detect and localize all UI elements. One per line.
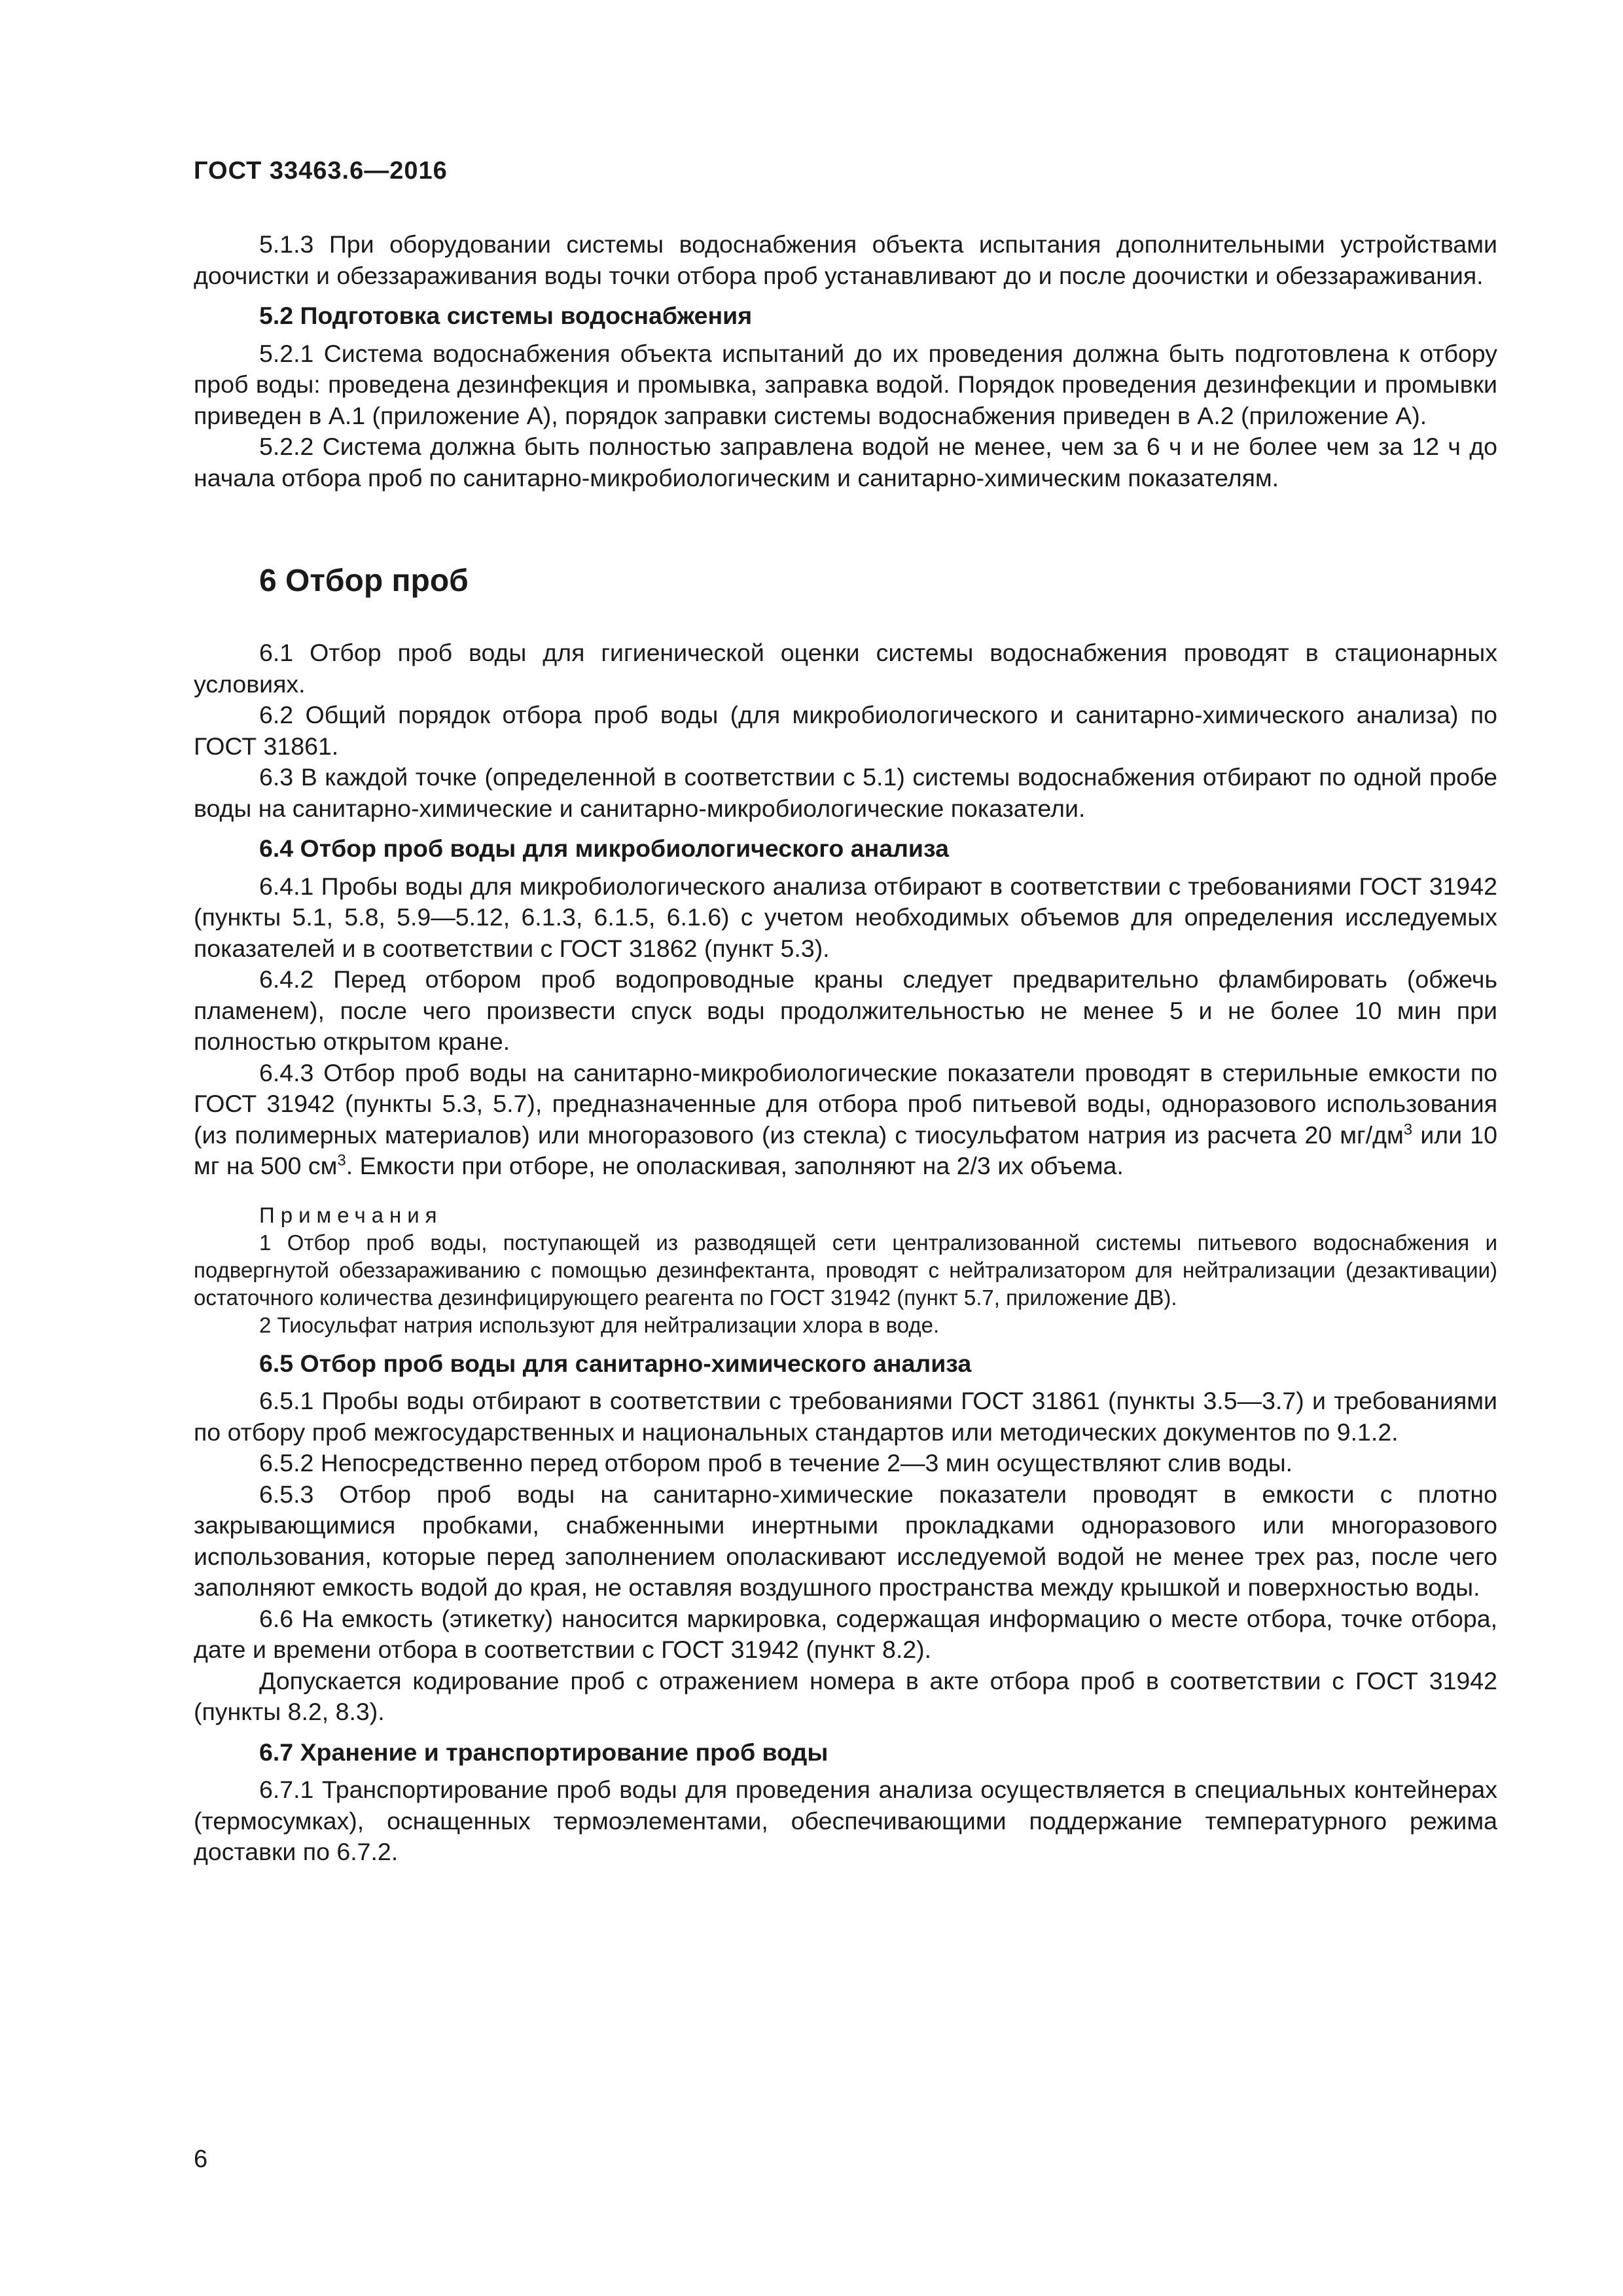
subsection-title-6-4: 6.4 Отбор проб воды для микробиологического анализа (259, 834, 949, 862)
paragraph-6-5-1: 6.5.1 Пробы воды отбирают в соответствии с требованиями ГОСТ 31861 (пункты 3.5—3.7) и требованиями по отбору проб межгосударственных и национальных стандартов или методических документов по 9.1.2. (194, 1387, 1497, 1446)
paragraph-6-6: 6.6 На емкость (этикетку) наносится маркировка, содержащая информацию о месте отбора, точке отбора, дате и времени отбора в соответствии с ГОСТ 31942 (пункт 8.2). (194, 1604, 1497, 1663)
document-header: ГОСТ 33463.6—2016 (194, 157, 448, 185)
paragraph-6-4-3-part-a: 6.4.3 Отбор проб воды на санитарно-микробиологические показатели проводят в стерильные емкости по ГОСТ 31942 (пункты 5.3, 5.7), предназначенные для отбора проб питьевой воды, одноразового использования (из полимерных материалов) или многоразового (из стекла) с тиосульфатом натрия из расчета 20 мг/дм (194, 1058, 1497, 1149)
paragraph-6-4-3 (194, 1058, 1497, 1182)
paragraph-6-4-3-part-c: . Емкости при отборе, не ополаскивая, заполняют на 2/3 их объема. (346, 1152, 1124, 1179)
superscript-cubic-1: 3 (1403, 1121, 1413, 1138)
note-2: 2 Тиосульфат натрия используют для нейтрализации хлора в воде. (259, 1312, 940, 1337)
notes-block (194, 1202, 1497, 1339)
subsection-title-5-2: 5.2 Подготовка системы водоснабжения (259, 302, 753, 329)
paragraph-6-6-note: Допускается кодирование проб с отражением номера в акте отбора проб в соответствии с ГОСТ 31942 (пункты 8.2, 8.3). (194, 1666, 1497, 1725)
notes-title: Примечания (259, 1202, 443, 1227)
paragraph-5-2-2: 5.2.2 Система должна быть полностью заправлена водой не менее, чем за 6 ч и не более чем за 12 ч до начала отбора проб по санитарно-микробиологическим и санитарно-химическим показателям. (194, 433, 1497, 492)
subsection-title-6-7: 6.7 Хранение и транспортирование проб воды (259, 1738, 829, 1766)
note-1: 1 Отбор проб воды, поступающей из разводящей сети централизованной системы питьевого водоснабжения и подвергнутой обеззараживанию с помощью дезинфектанта, проводят с нейтрализатором для нейтрализации (дезактивации) остаточного количества дезинфицирующего реагента по ГОСТ 31942 (пункт 5.7, приложение ДВ). (194, 1230, 1497, 1310)
page-number: 6 (194, 2145, 208, 2173)
paragraph-6-5-2: 6.5.2 Непосредственно перед отбором проб в течение 2—3 мин осуществляют слив воды. (259, 1449, 1293, 1477)
subsection-title-6-5: 6.5 Отбор проб воды для санитарно-химического анализа (259, 1349, 972, 1377)
paragraph-6-3: 6.3 В каждой точке (определенной в соответствии с 5.1) системы водоснабжения отбирают по одной пробе воды на санитарно-химические и санитарно-микробиологические показатели. (194, 763, 1497, 822)
paragraph-5-2-1: 5.2.1 Система водоснабжения объекта испытаний до их проведения должна быть подготовлена к отбору проб воды: проведена дезинфекция и промывка, заправка водой. Порядок проведения дезинфекции и промывки приведен в А.1 (приложение А), порядок заправки системы водоснабжения приведен в А.2 (приложение А). (194, 339, 1497, 429)
superscript-cubic-2: 3 (337, 1151, 346, 1170)
paragraph-6-5-3: 6.5.3 Отбор проб воды на санитарно-химические показатели проводят в емкости с плотно закрывающимися пробками, снабженными инертными прокладками одноразового или многоразового использования, которые перед заполнением ополаскивают исследуемой водой не менее трех раз, после чего заполняют емкость водой до края, не оставляя воздушного пространства между крышкой и поверхностью воды. (194, 1480, 1497, 1601)
document-body (194, 229, 1497, 1868)
paragraph-6-4-3-part-b: или 10 мг на 500 см (194, 1121, 1497, 1179)
paragraph-6-2: 6.2 Общий порядок отбора проб воды (для микробиологического и санитарно-химического анализа) по ГОСТ 31861. (194, 701, 1497, 760)
paragraph-6-7-1: 6.7.1 Транспортирование проб воды для проведения анализа осуществляется в специальных контейнерах (термосумках), оснащенных термоэлементами, обеспечивающими поддержание температурного режима доставки по 6.7.2. (194, 1776, 1497, 1865)
paragraph-6-4-1: 6.4.1 Пробы воды для микробиологического анализа отбирают в соответствии с требованиями ГОСТ 31942 (пункты 5.1, 5.8, 5.9—5.12, 6.1.3, 6.1.5, 6.1.6) с учетом необходимых объемов для определения исследуемых показателей и в соответствии с ГОСТ 31862 (пункт 5.3). (194, 872, 1497, 962)
paragraph-5-1-3: 5.1.3 При оборудовании системы водоснабжения объекта испытания дополнительными устройствами доочистки и обеззараживания воды точки отбора проб устанавливают до и после доочистки и обеззараживания. (194, 230, 1497, 289)
paragraph-6-1: 6.1 Отбор проб воды для гигиенической оценки системы водоснабжения проводят в стационарных условиях. (194, 639, 1497, 698)
paragraph-6-4-2: 6.4.2 Перед отбором проб водопроводные краны следует предварительно фламбировать (обжечь пламенем), после чего произвести спуск воды продолжительностью не менее 5 и не более 10 мин при полностью открытом кране. (194, 965, 1497, 1055)
section-title-6: 6 Отбор проб (259, 564, 469, 598)
